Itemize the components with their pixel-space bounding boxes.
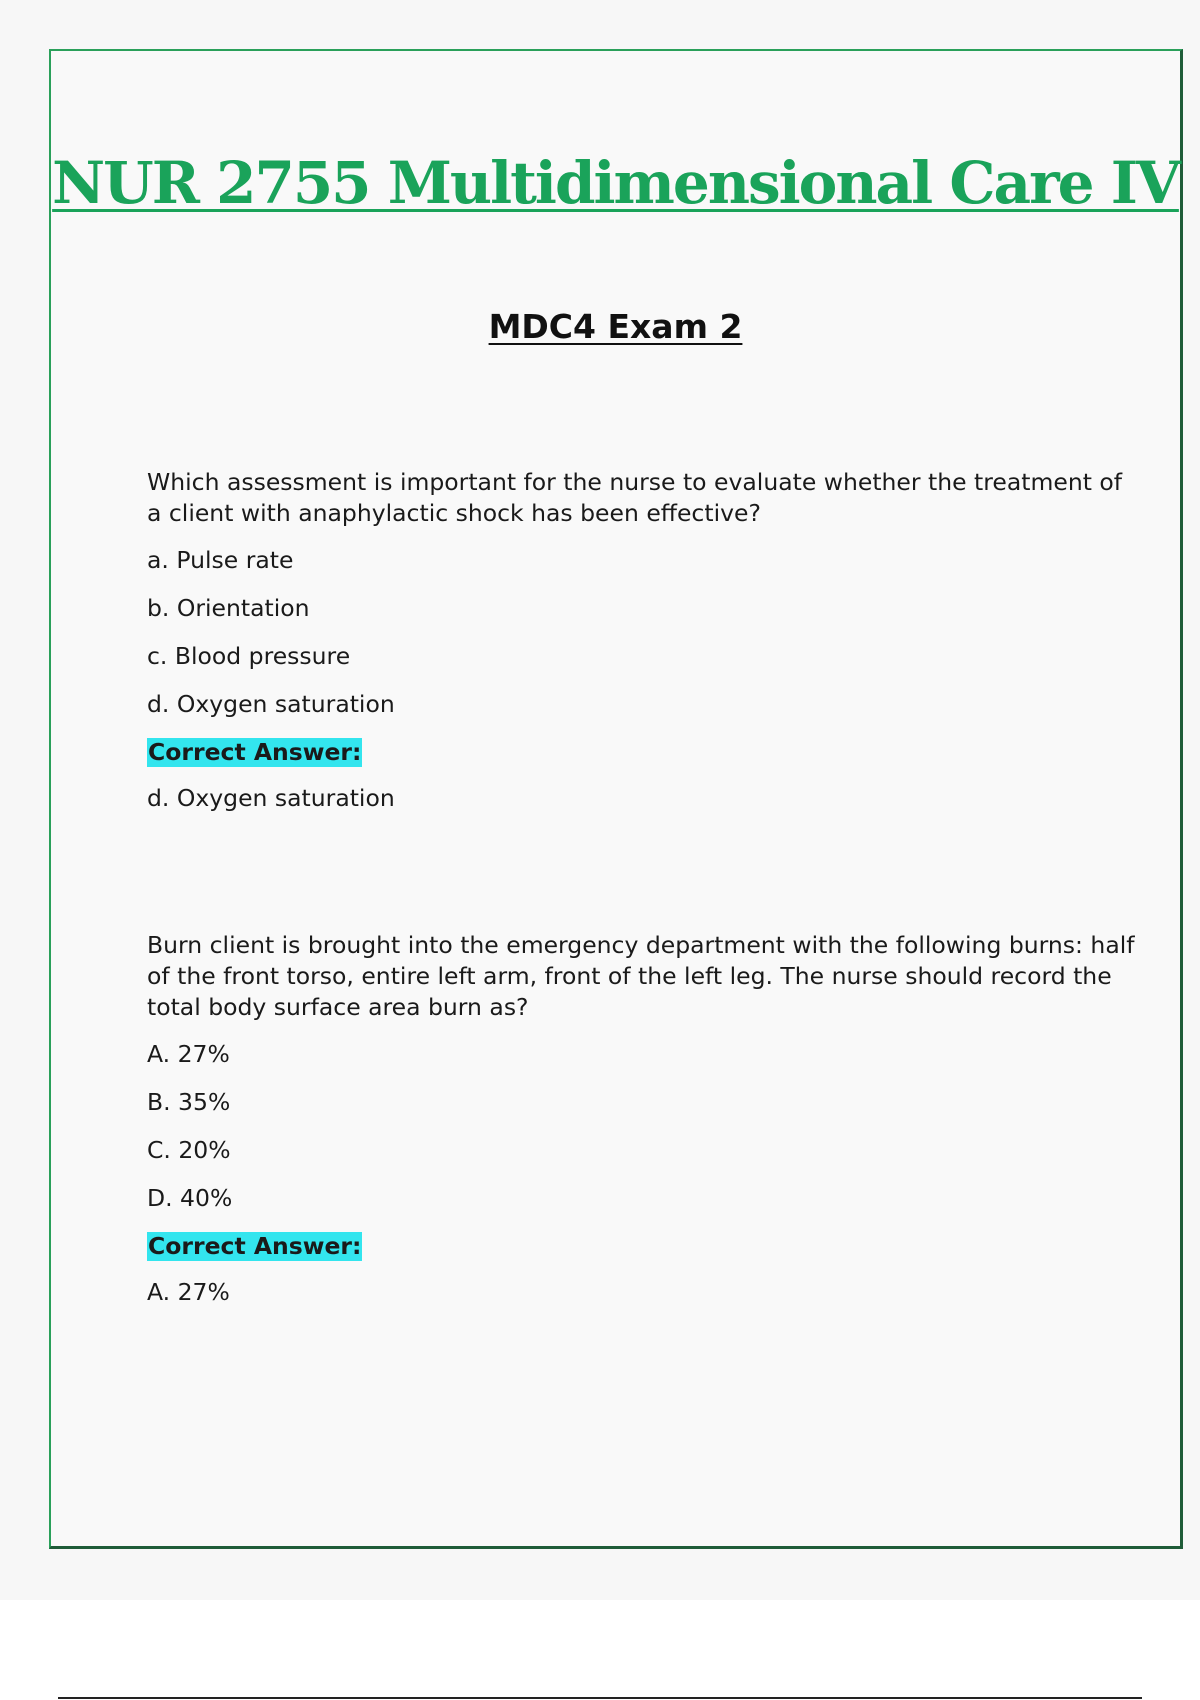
document-frame [49,49,1183,1549]
question-1 [147,467,1137,814]
footer-rule [58,1697,1142,1699]
course-title: NUR 2755 Multidimensional Care IV [52,149,1179,217]
exam-title: MDC4 Exam 2 [488,307,743,346]
option-d: D. 40% [147,1184,233,1212]
correct-answer-label: Correct Answer: [148,1232,362,1260]
question-text: Burn client is brought into the emergency department with the following burns: half of the front torso, entire left arm, front of the left leg. The nurse should record the total body surface area burn as? [147,931,1135,1021]
option-a: A. 27% [147,1040,230,1068]
question-text: Which assessment is important for the nurse to evaluate whether the treatment of a client with anaphylactic shock has been effective? [147,468,1123,527]
option-a: a. Pulse rate [147,546,294,574]
correct-answer-label: Correct Answer: [148,738,362,766]
correct-answer-value: A. 27% [147,1278,230,1306]
option-b: b. Orientation [147,594,310,622]
correct-answer-value: d. Oxygen saturation [147,784,395,812]
option-b: B. 35% [147,1088,231,1116]
option-d: d. Oxygen saturation [147,690,395,718]
question-2 [147,930,1137,1308]
option-c: c. Blood pressure [147,642,351,670]
option-c: C. 20% [147,1136,231,1164]
